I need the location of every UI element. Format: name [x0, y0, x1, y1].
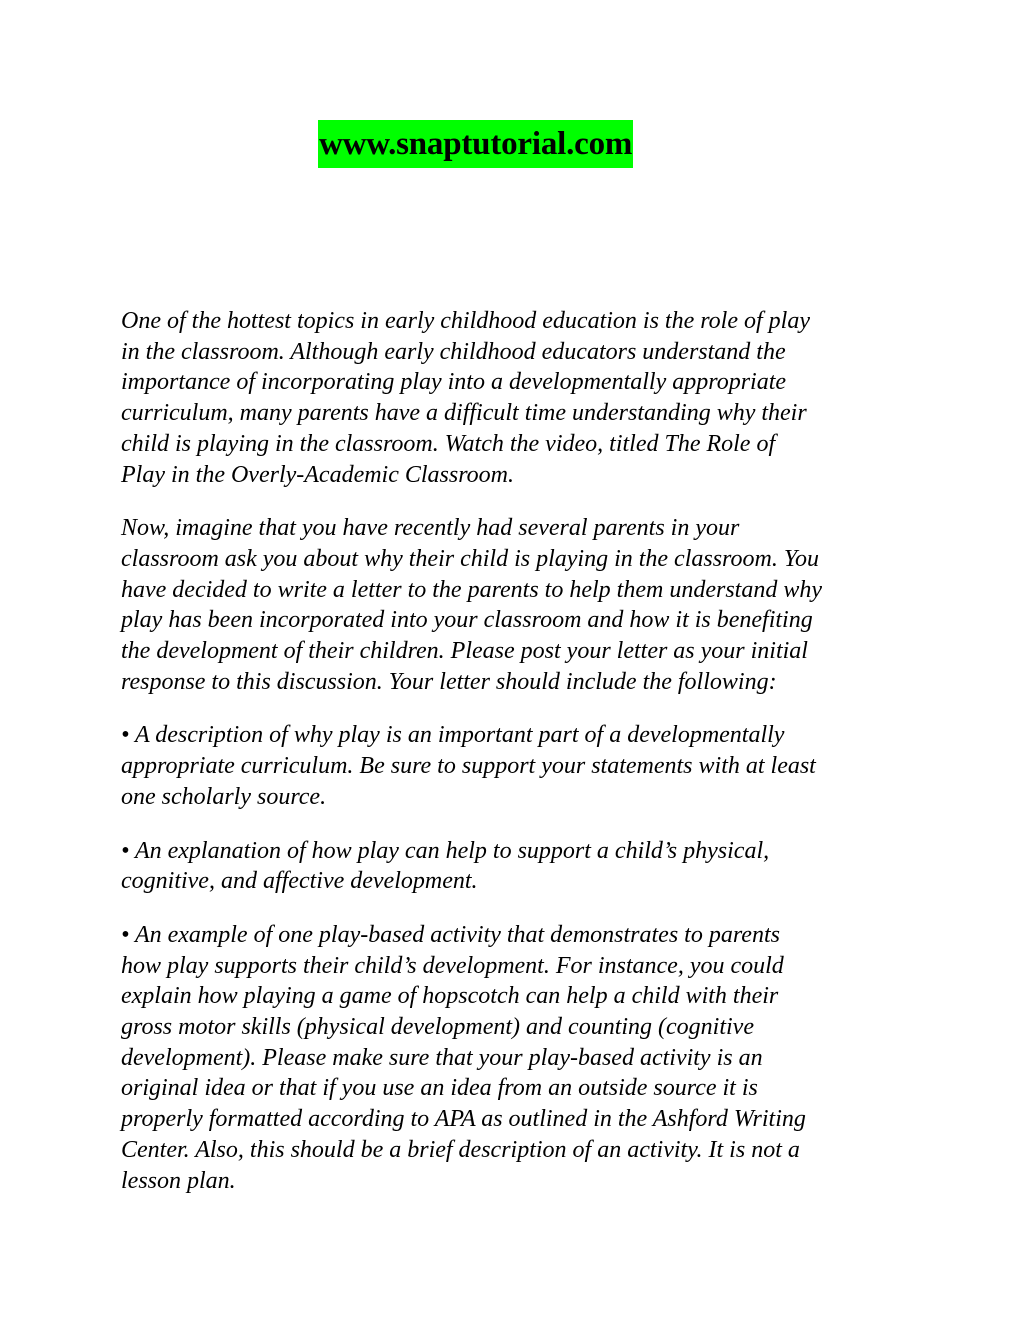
site-url-link[interactable]: www.snaptutorial.com [318, 120, 633, 168]
bullet-item-example: • An example of one play-based activity that demonstrates to parents how play supports their child’s development. For instance, you could explain how playing a game of hopscotch can help a child with their gross motor skills (physical development) and counting (cognitive development). Please make sure that your play-based activity is an original idea or that if you use an idea from an outside source it is properly formatted according to APA as outlined in the Ashford Writing Center. Also, this should be a brief description of an activity. It is not a lesson plan. [121, 921, 806, 1194]
bullet-item-explanation: • An explanation of how play can help to support a child’s physical, cognitive, and affective development. [121, 837, 770, 895]
intro-paragraph: One of the hottest topics in early childhood education is the role of play in the classroom. Although early childhood educators understand the importance of incorporating play into a developmentally appropriate curriculum, many parents have a difficult time understanding why their child is playing in the classroom. Watch the video, titled The Role of Play in the Overly-Academic Classroom. [121, 308, 810, 488]
document-body [121, 306, 921, 1219]
bullet-item-description: • A description of why play is an important part of a developmentally appropriate curriculum. Be sure to support your statements with at least one scholarly source. [121, 722, 816, 810]
prompt-paragraph: Now, imagine that you have recently had several parents in your classroom ask you about why their child is playing in the classroom. You have decided to write a letter to the parents to help them understand why play has been incorporated into your classroom and how it is benefiting the development of their children. Please post your letter as your initial response to this discussion. Your letter should include the following: [121, 515, 822, 695]
